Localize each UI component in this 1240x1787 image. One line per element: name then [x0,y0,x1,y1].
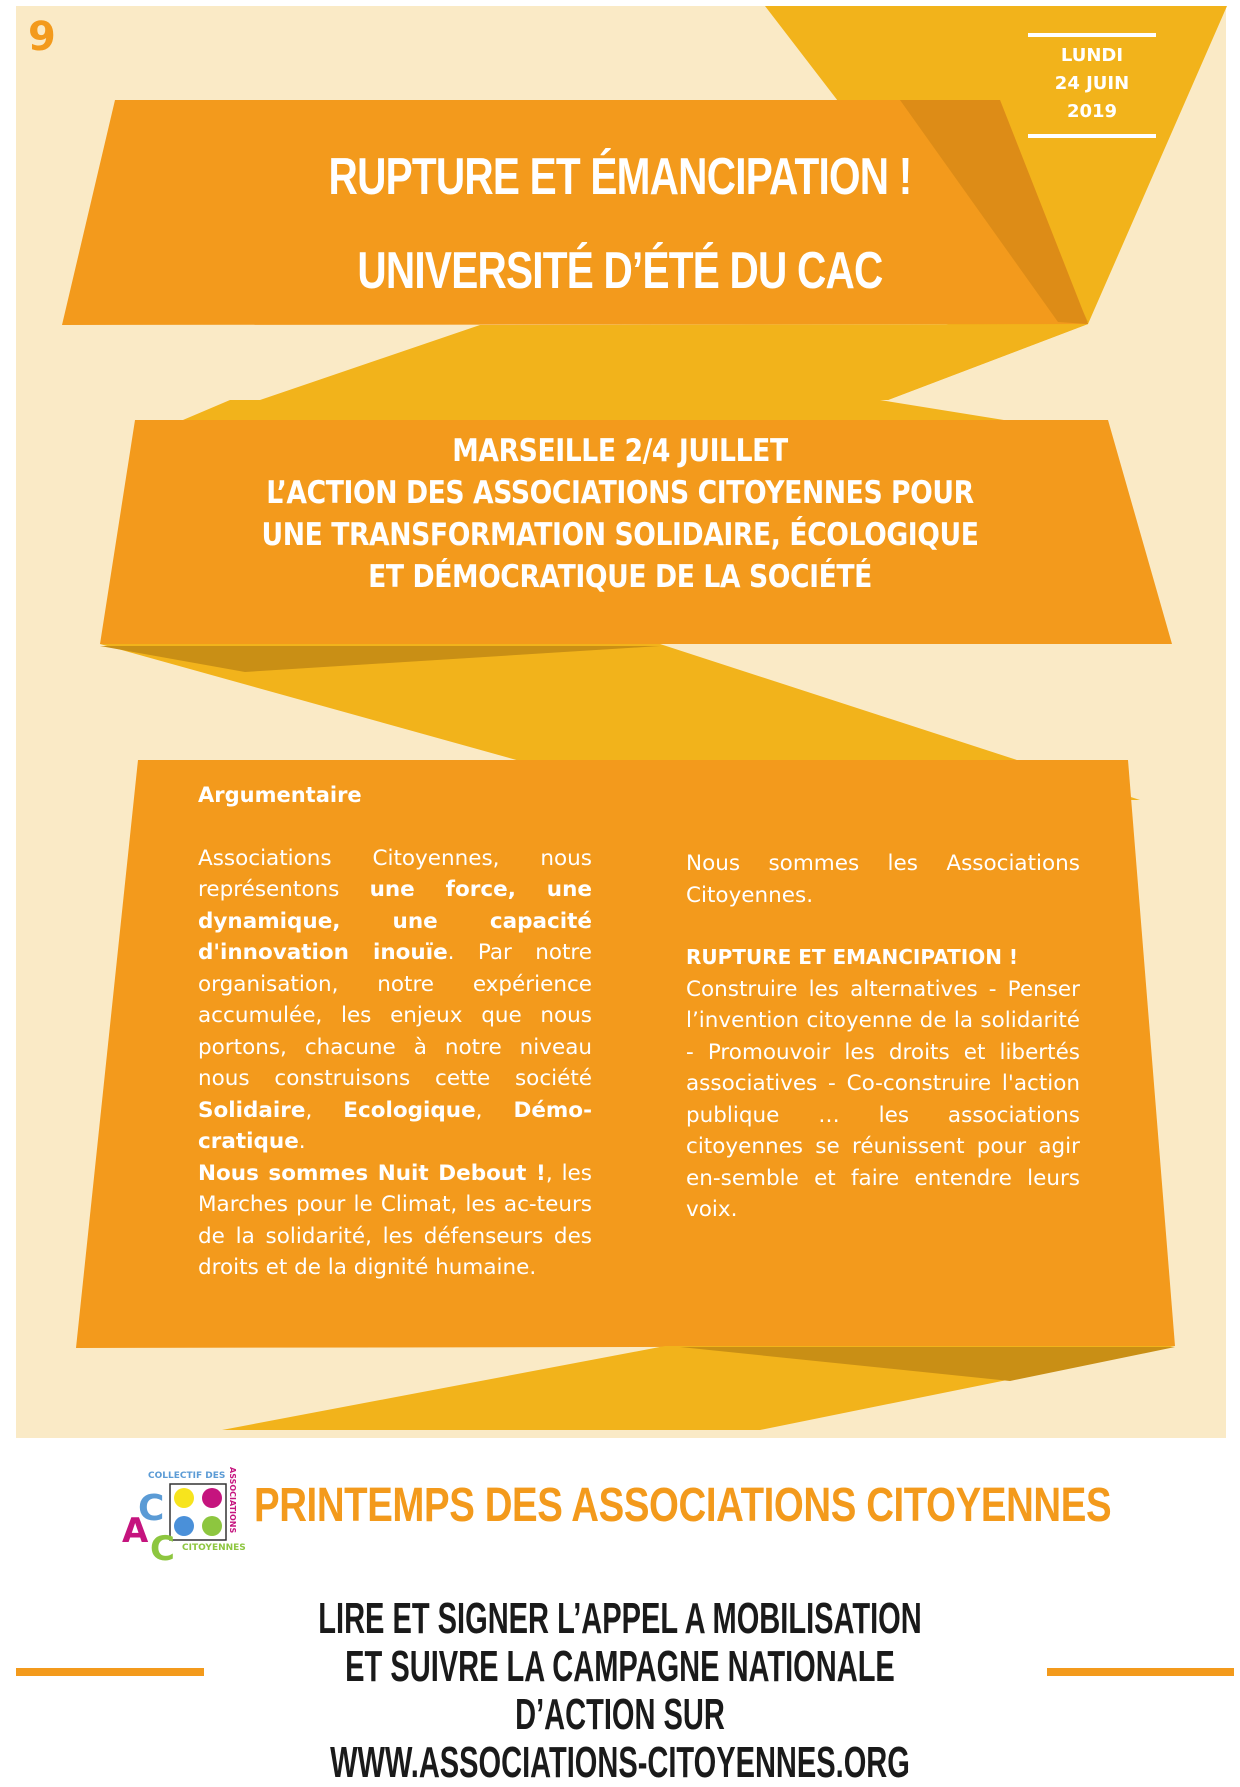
call-to-action [290,1595,950,1787]
argumentaire-subheading: RUPTURE ET EMANCIPATION ! [686,945,1019,969]
cta-divider-left [16,1668,204,1676]
argumentaire-heading: Argumentaire [198,783,362,807]
printemps-heading: PRINTEMPS DES ASSOCIATIONS CITOYENNES [254,1479,1112,1532]
text-run-bold: Démo-cratique [198,1097,592,1154]
hand-magenta [202,1488,222,1508]
argumentaire-paragraph-4: Construire les alternatives - Penser l’invention citoyenne de la solidarité - Promouvoir les droits et libertés associatives - Co-construire l'action publique … les associations citoyennes se réunissent pour agir en-semble et faire entendre leurs voix. [686,976,1080,1222]
date-day: 24 JUIN 2019 [1054,73,1130,122]
logo-text-bottom: CITOYENNES [182,1543,246,1553]
argumentaire-paragraph-2 [198,1158,592,1284]
date-weekday: LUNDI [1060,45,1124,66]
argumentaire-right-column [686,848,1080,1226]
logo-text-side: ASSOCIATIONS [228,1467,237,1534]
page-title [277,130,963,318]
subtitle-line-1: MARSEILLE 2/4 JUILLET [452,433,788,469]
text-run-bold: Nous sommes Nuit Debout ! [198,1160,546,1186]
subtitle-line-2: L’ACTION DES ASSOCIATIONS CITOYENNES POUR [266,475,974,511]
date-rule-bottom [1028,134,1156,138]
date-badge [1028,33,1156,138]
date-rule-top [1028,33,1156,37]
text-run-bold: une force, une dynamique, une capacité d'innovation inouïe [198,877,592,965]
hand-yellow [174,1488,194,1508]
text-run: . [298,1129,306,1154]
text-run: . Par notre organisation, notre expérience accumulée, les enjeux que nous portons, chacune à notre niveau nous construisons cette société [198,940,592,1091]
text-run: , [475,1097,514,1123]
text-run: , les Marches pour le Climat, les ac-teurs de la solidarité, les défenseurs des droits et de la dignité humaine. [198,1160,592,1280]
logo-letter-c2: C [150,1529,175,1562]
argumentaire-paragraph-1 [198,843,592,1158]
title-line-2: UNIVERSITÉ D’ÉTÉ DU CAC [357,242,883,300]
cta-line-2: ET SUIVRE LA CAMPAGNE NATIONALE D’ACTION SUR [345,1642,895,1739]
cac-logo [120,1462,270,1562]
cta-line-1: LIRE ET SIGNER L’APPEL A MOBILISATION [318,1594,922,1643]
argumentaire-paragraph-3: Nous sommes les Associations Citoyennes. [686,851,1080,908]
spacer [686,911,1080,942]
subtitle-line-4: ET DÉMOCRATIQUE DE LA SOCIÉTÉ [368,559,872,595]
text-run-bold: Ecologique [343,1097,476,1123]
argumentaire-left-column [198,780,592,1284]
hand-blue [174,1516,194,1536]
logo-letter-c1: C [138,1488,165,1529]
logo-letter-a: A [122,1511,149,1551]
text-run: , [305,1097,344,1123]
subtitle-line-3: UNE TRANSFORMATION SOLIDAIRE, ÉCOLOGIQUE [261,517,979,553]
event-subtitle [190,430,1050,598]
logo-text-top: COLLECTIF DES [148,1471,226,1481]
title-line-1: RUPTURE ET ÉMANCIPATION ! [328,148,912,206]
website-link[interactable]: WWW.ASSOCIATIONS-CITOYENNES.ORG [330,1738,910,1787]
page-number: 9 [28,14,56,60]
cta-divider-right [1047,1668,1234,1676]
text-run: Associations Citoyennes, nous représentons [198,845,592,902]
text-run-bold: Solidaire [198,1097,306,1123]
hand-green [202,1516,222,1536]
